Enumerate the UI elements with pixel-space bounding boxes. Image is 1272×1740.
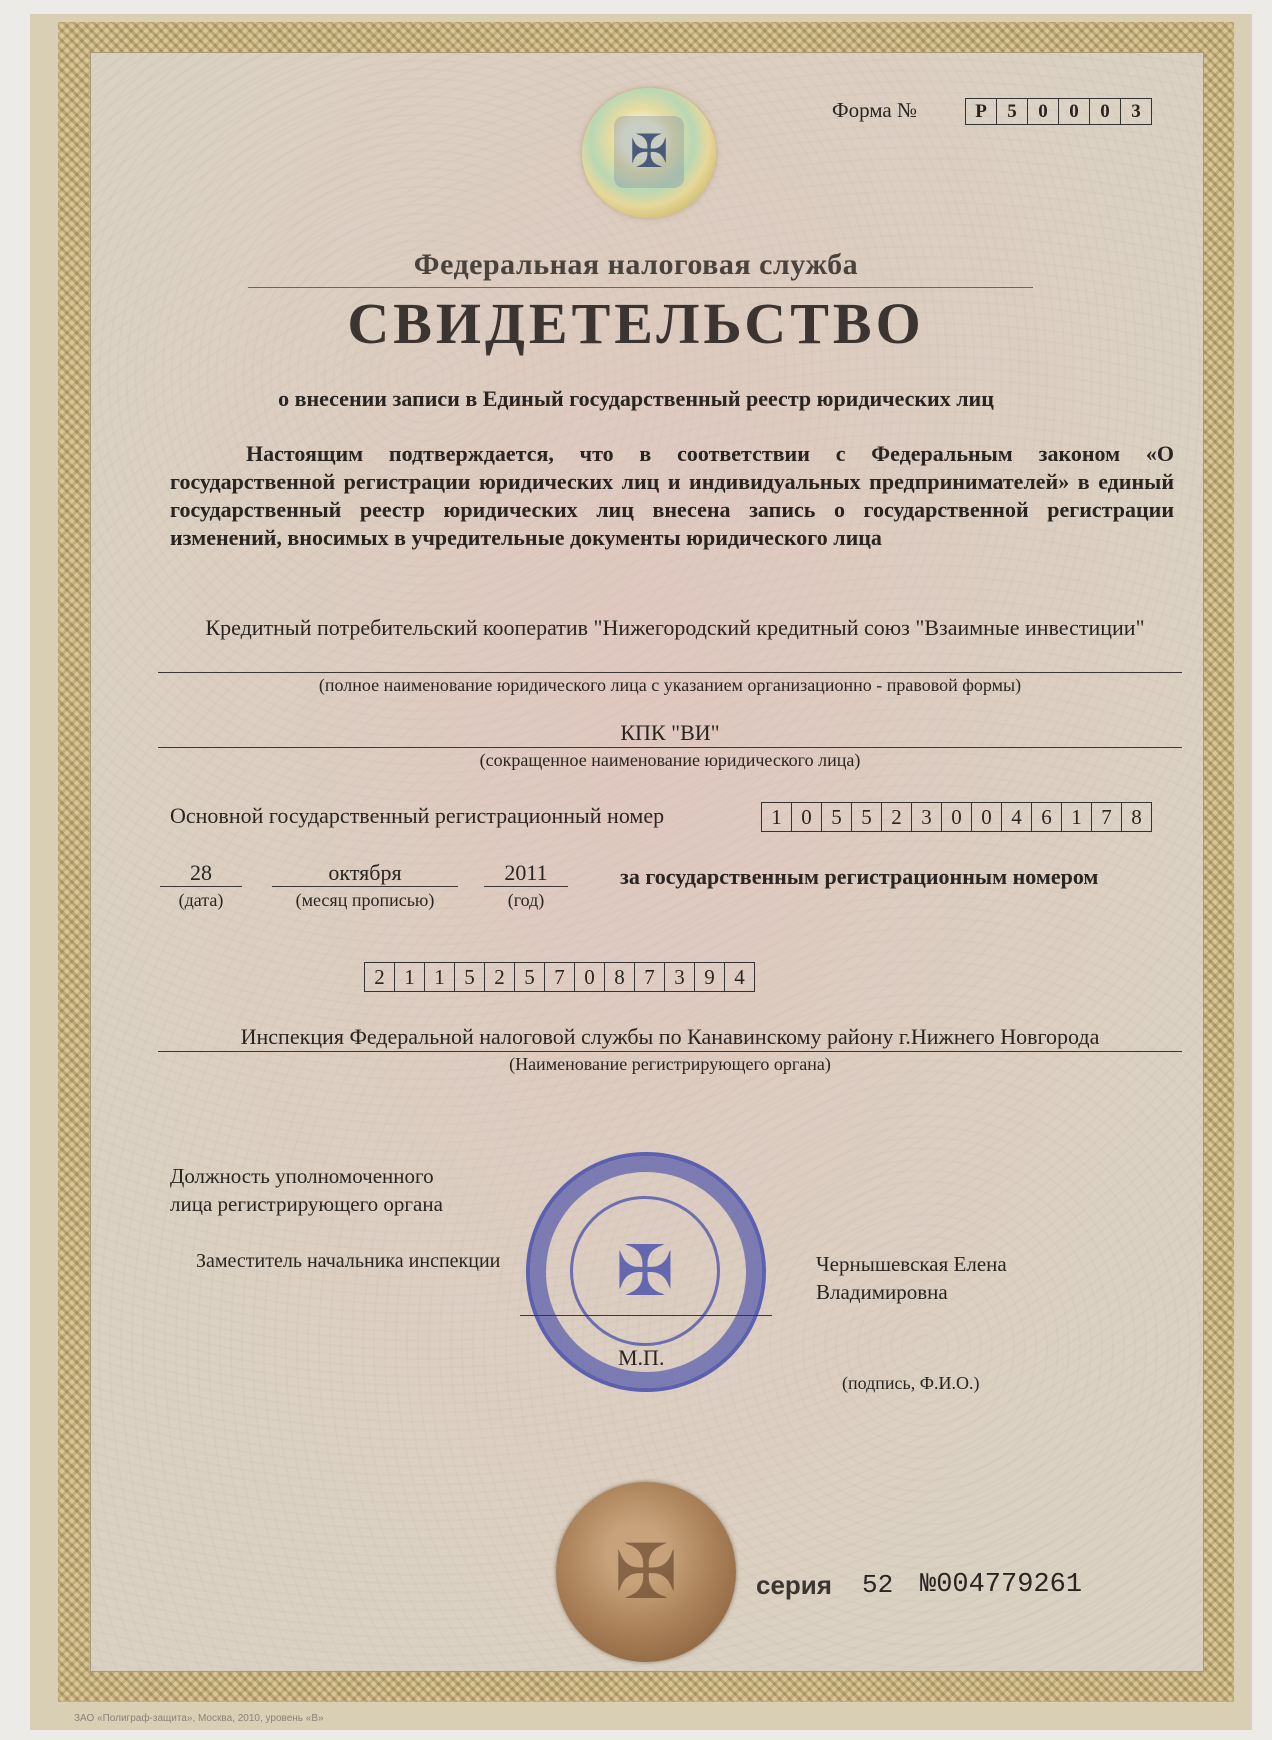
signer-name-line: Владимировна xyxy=(816,1280,948,1304)
form-code-cell: 3 xyxy=(1120,98,1152,125)
hologram-emblem xyxy=(582,88,716,218)
entity-short-name: КПК "ВИ" xyxy=(620,720,720,745)
grn-digit: 9 xyxy=(694,962,725,992)
grn-digit: 0 xyxy=(574,962,605,992)
ogrn-digit: 1 xyxy=(761,802,792,832)
ogrn-digit: 2 xyxy=(881,802,912,832)
date-day: 28 xyxy=(190,860,212,885)
signature-caption: (подпись, Ф.И.О.) xyxy=(842,1373,980,1393)
date-day-caption: (дата) xyxy=(178,890,224,910)
grn-digit: 1 xyxy=(424,962,455,992)
entity-short-name-caption: (сокращенное наименование юридического лица) xyxy=(479,750,861,770)
position-label-line: лица регистрирующего органа xyxy=(170,1192,443,1216)
date-day-line xyxy=(160,886,242,887)
ogrn-boxes xyxy=(762,802,1152,832)
grn-digit: 2 xyxy=(364,962,395,992)
grn-digit: 1 xyxy=(394,962,425,992)
date-year-caption: (год) xyxy=(507,890,545,910)
signature-line xyxy=(520,1315,772,1316)
ogrn-digit: 6 xyxy=(1031,802,1062,832)
ogrn-digit: 4 xyxy=(1001,802,1032,832)
registering-authority: Инспекция Федеральной налоговой службы по Канавинскому району г.Нижнего Новгорода xyxy=(240,1024,1100,1049)
grn-digit: 4 xyxy=(724,962,755,992)
ogrn-digit: 3 xyxy=(911,802,942,832)
registering-authority-line xyxy=(158,1051,1182,1052)
grn-label: за государственным регистрационным номером xyxy=(620,864,1099,889)
form-code-cell: 5 xyxy=(996,98,1028,125)
form-code-cell: Р xyxy=(965,98,997,125)
ogrn-digit: 1 xyxy=(1061,802,1092,832)
registering-authority-caption: (Наименование регистрирующего органа) xyxy=(509,1054,831,1074)
date-month-line xyxy=(272,886,458,887)
entity-short-name-line xyxy=(158,747,1182,748)
form-number-label: Форма № xyxy=(832,98,918,122)
coat-of-arms-icon: ✠ xyxy=(614,116,684,188)
blank-number: №004779261 xyxy=(920,1570,1083,1600)
seal-place-label: М.П. xyxy=(618,1345,665,1370)
grn-digit: 2 xyxy=(484,962,515,992)
date-month-caption: (месяц прописью) xyxy=(295,890,435,910)
official-position: Заместитель начальника инспекции xyxy=(196,1250,501,1272)
grn-digit: 7 xyxy=(544,962,575,992)
ogrn-digit: 0 xyxy=(971,802,1002,832)
ogrn-digit: 5 xyxy=(851,802,882,832)
series-value: 52 xyxy=(862,1570,894,1600)
grn-digit: 8 xyxy=(604,962,635,992)
position-label xyxy=(170,1162,443,1218)
entity-full-name: Кредитный потребительский кооператив "Нижегородский кредитный союз "Взаимные инвестиции" xyxy=(205,615,1145,640)
form-code-boxes xyxy=(966,98,1152,125)
agency-underline xyxy=(248,287,1033,288)
series-label: серия xyxy=(756,1570,832,1600)
printer-note: ЗАО «Полиграф-защита», Москва, 2010, уровень «В» xyxy=(74,1713,324,1724)
ogrn-digit: 5 xyxy=(821,802,852,832)
ogrn-digit: 8 xyxy=(1121,802,1152,832)
embossed-seal: ✠ xyxy=(556,1482,736,1662)
grn-boxes xyxy=(365,962,755,992)
confirmation-paragraph: Настоящим подтверждается, что в соответствии с Федеральным законом «О государственной регистрации юридических лиц и индивидуальных предпринимателей» в единый государственный реестр юридических лиц внесена запись о государственной регистрации изменений, вносимых в учредительные документы юридического лица xyxy=(170,441,1174,550)
position-label-line: Должность уполномоченного xyxy=(170,1164,434,1188)
form-code-cell: 0 xyxy=(1027,98,1059,125)
grn-digit: 5 xyxy=(514,962,545,992)
signer-name xyxy=(816,1250,1007,1306)
date-month: октября xyxy=(328,860,402,885)
ogrn-digit: 0 xyxy=(791,802,822,832)
entity-full-name-caption: (полное наименование юридического лица с указанием организационно - правовой формы) xyxy=(318,675,1022,695)
date-year: 2011 xyxy=(504,860,548,885)
grn-digit: 7 xyxy=(634,962,665,992)
document-subtitle: о внесении записи в Единый государственный реестр юридических лиц xyxy=(278,386,994,411)
signer-name-line: Чернышевская Елена xyxy=(816,1252,1007,1276)
grn-digit: 5 xyxy=(454,962,485,992)
date-year-line xyxy=(484,886,568,887)
ogrn-label: Основной государственный регистрационный номер xyxy=(170,803,665,828)
stamp-eagle-icon: ✠ xyxy=(570,1196,720,1346)
grn-digit: 3 xyxy=(664,962,695,992)
ogrn-digit: 0 xyxy=(941,802,972,832)
agency-name: Федеральная налоговая служба xyxy=(413,248,859,281)
ogrn-digit: 7 xyxy=(1091,802,1122,832)
entity-full-name-line xyxy=(158,672,1182,673)
form-code-cell: 0 xyxy=(1058,98,1090,125)
form-code-cell: 0 xyxy=(1089,98,1121,125)
document-title: СВИДЕТЕЛЬСТВО xyxy=(347,291,925,356)
